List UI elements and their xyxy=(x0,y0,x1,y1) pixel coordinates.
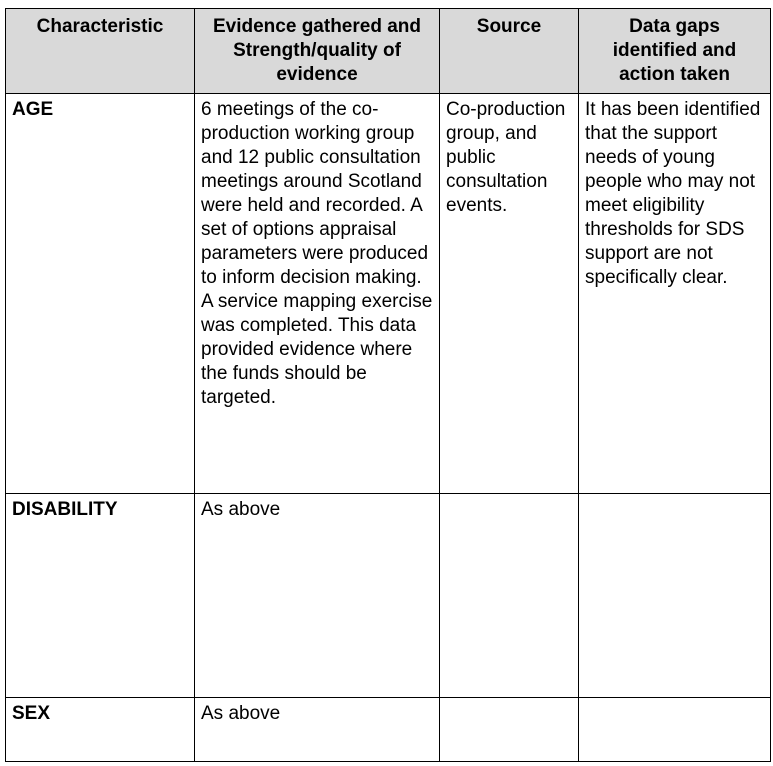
characteristic-cell: AGE xyxy=(6,94,195,494)
evidence-table xyxy=(5,8,771,762)
evidence-cell: 6 meetings of the co-production working group and 12 public consultation meetings around Scotland were held and recorded. A set of options appraisal parameters were produced to inform decision making. A service mapping exercise was completed. This data provided evidence where the funds should be targeted. xyxy=(195,94,440,494)
table-row xyxy=(6,494,771,698)
characteristic-cell: SEX xyxy=(6,698,195,762)
header-source: Source xyxy=(440,9,579,94)
source-cell xyxy=(440,494,579,698)
data-gaps-cell xyxy=(579,698,771,762)
evidence-cell: As above xyxy=(195,698,440,762)
data-gaps-cell xyxy=(579,494,771,698)
table-row xyxy=(6,94,771,494)
header-row xyxy=(6,9,771,94)
header-data-gaps: Data gaps identified and action taken xyxy=(579,9,771,94)
table-row xyxy=(6,698,771,762)
header-evidence: Evidence gathered and Strength/quality of evidence xyxy=(195,9,440,94)
header-characteristic: Characteristic xyxy=(6,9,195,94)
data-gaps-cell: It has been identified that the support needs of young people who may not meet eligibility thresholds for SDS support are not specifically clear. xyxy=(579,94,771,494)
characteristic-cell: DISABILITY xyxy=(6,494,195,698)
source-cell xyxy=(440,698,579,762)
source-cell: Co-production group, and public consultation events. xyxy=(440,94,579,494)
evidence-cell: As above xyxy=(195,494,440,698)
